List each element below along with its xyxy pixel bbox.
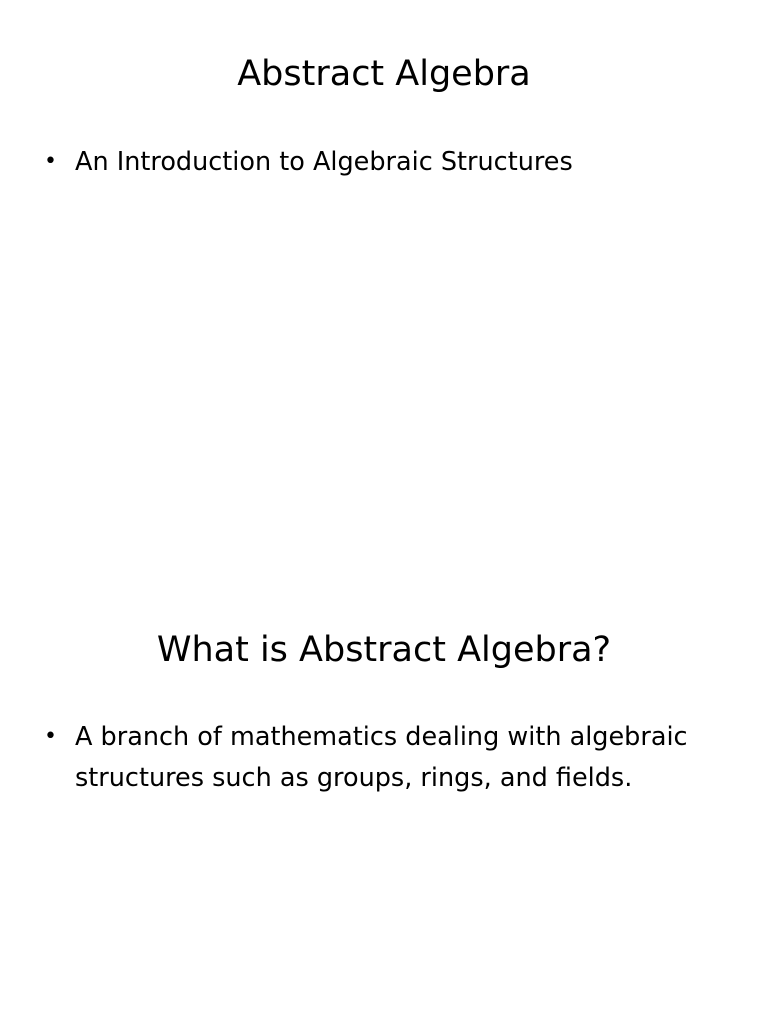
slide-2 — [0, 576, 768, 1024]
bullet-text: A branch of mathematics dealing with algebraic structures such as groups, rings, and fields. — [75, 722, 688, 793]
bullet-icon: • — [44, 149, 57, 174]
bullet-item — [44, 717, 724, 798]
bullet-list — [44, 717, 724, 798]
slide-title: Abstract Algebra — [237, 54, 531, 94]
slide-title: What is Abstract Algebra? — [156, 630, 612, 670]
bullet-icon: • — [44, 724, 57, 749]
bullet-list — [44, 142, 724, 183]
bullet-text: An Introduction to Algebraic Structures — [75, 147, 573, 177]
bullet-item — [44, 142, 724, 183]
